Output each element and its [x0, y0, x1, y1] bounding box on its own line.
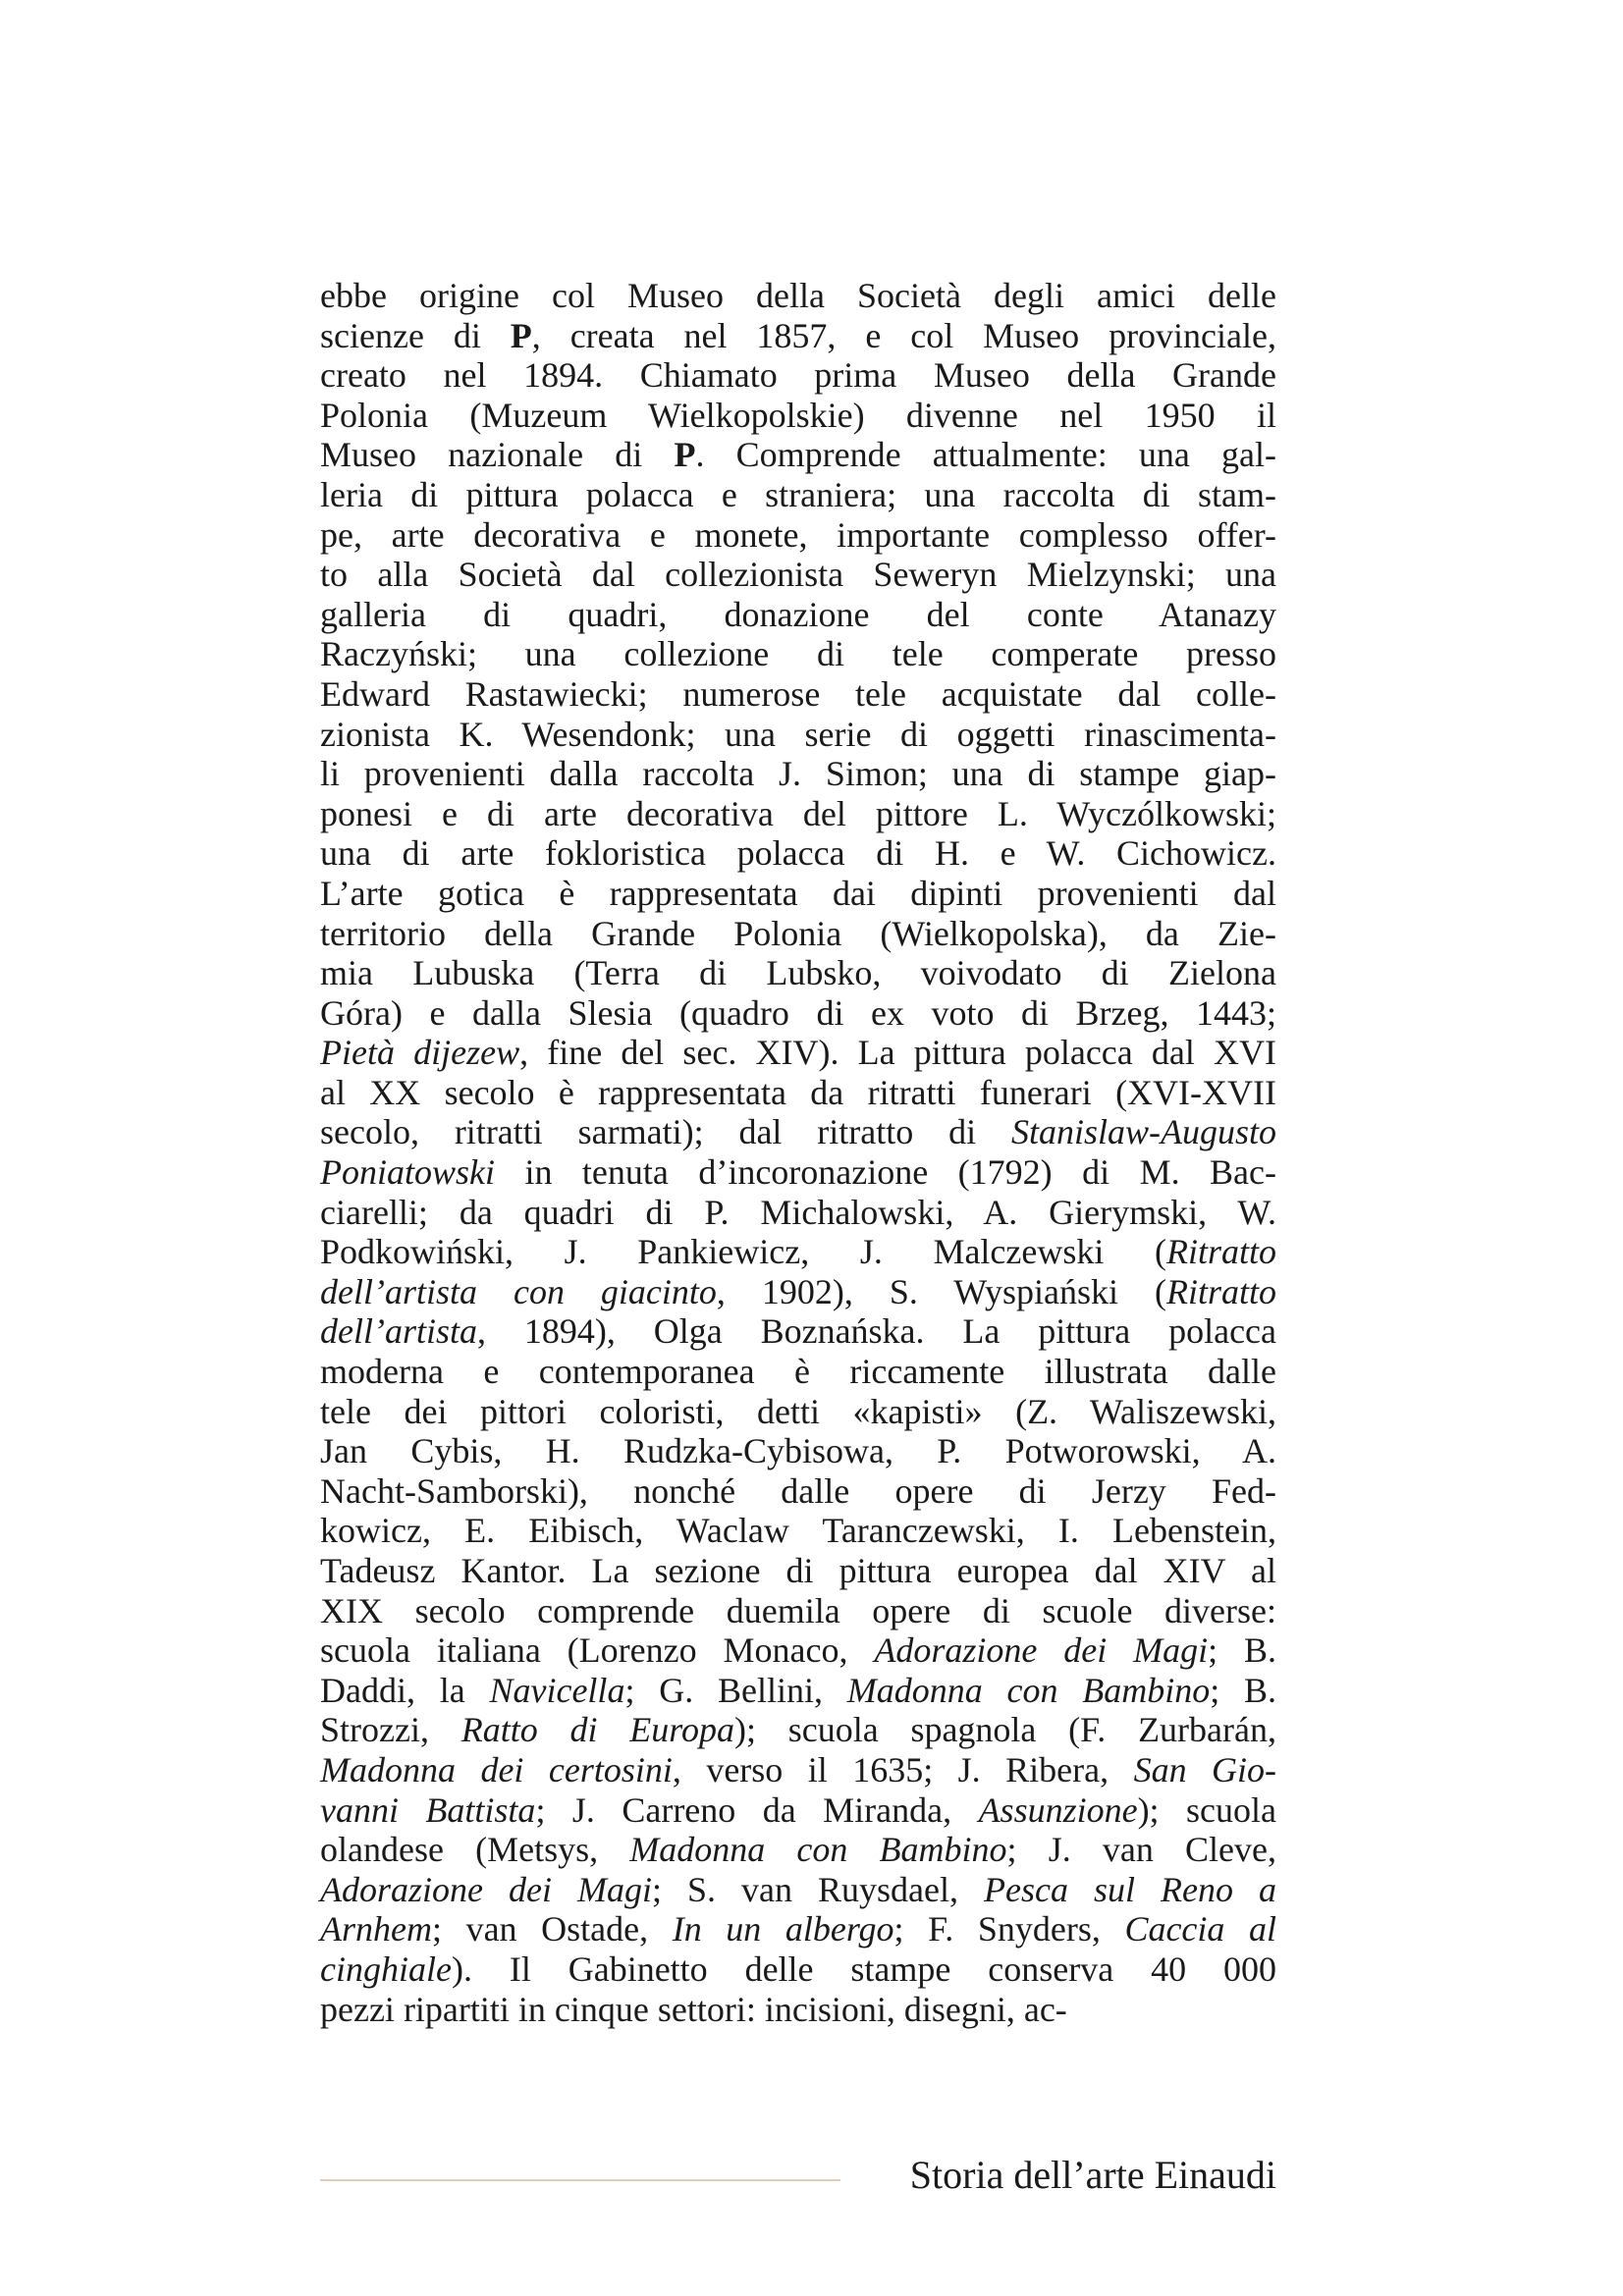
- text-line: [320, 1431, 1276, 1471]
- text-run: ; S. van Ruysdael,: [652, 1869, 985, 1909]
- text-line: [320, 515, 1276, 556]
- text-run: zionista K. Wesendonk; una serie di oggetti rinascimenta-: [320, 714, 1276, 754]
- text-line: [320, 396, 1276, 436]
- text-run: L’arte gotica è rappresentata dai dipinti provenienti dal: [320, 873, 1276, 913]
- text-run: Jan Cybis, H. Rudzka-Cybisowa, P. Potworowski, A.: [320, 1431, 1276, 1471]
- text-run: ciarelli; da quadri di P. Michalowski, A. Gierymski, W.: [320, 1192, 1276, 1232]
- text-line: [320, 1870, 1276, 1910]
- italic-title: dell’artista: [320, 1311, 477, 1352]
- text-run: pe, arte decorativa e monete, importante complesso offer-: [320, 514, 1276, 555]
- text-line: [320, 914, 1276, 954]
- text-run: Daddi, la: [320, 1670, 490, 1710]
- text-line: [320, 1710, 1276, 1750]
- bold-abbrev: P: [674, 435, 696, 475]
- text-run: ); scuola spagnola (F. Zurbarán,: [733, 1710, 1276, 1750]
- text-line: [320, 1790, 1276, 1831]
- text-line: [320, 276, 1276, 316]
- text-line: [320, 1551, 1276, 1591]
- text-line: [320, 1949, 1276, 1990]
- text-run: creato nel 1894. Chiamato prima Museo della Grande: [320, 355, 1276, 396]
- text-line: [320, 1232, 1276, 1272]
- italic-title: Stanislaw-Augusto: [1010, 1112, 1276, 1152]
- text-line: [320, 1152, 1276, 1193]
- text-run: ; G. Bellini,: [624, 1670, 847, 1710]
- text-line: [320, 1830, 1276, 1870]
- text-run: scienze di: [320, 315, 511, 355]
- text-run: al XX secolo è rappresentata da ritratti funerari (XVI-XVII: [320, 1072, 1276, 1112]
- text-line: [320, 475, 1276, 515]
- text-run: Góra) e dalla Slesia (quadro di ex voto di Brzeg, 1443;: [320, 992, 1276, 1033]
- text-line: [320, 1033, 1276, 1073]
- text-run: , creata nel 1857, e col Museo provinciale,: [531, 315, 1276, 355]
- text-run: , 1894), Olga Boznańska. La pittura polacca: [477, 1311, 1276, 1352]
- italic-title: In un albergo: [672, 1909, 894, 1949]
- text-line: [320, 1591, 1276, 1631]
- body-text: [320, 276, 1276, 2029]
- text-line: [320, 953, 1276, 993]
- text-run: olandese (Metsys,: [320, 1830, 630, 1870]
- text-run: XIX secolo comprende duemila opere di scuole diverse:: [320, 1590, 1276, 1630]
- text-run: ; van Ostade,: [431, 1909, 673, 1949]
- italic-title: Assunzione: [978, 1789, 1138, 1830]
- text-run: galleria di quadri, donazione del conte Atanazy: [320, 594, 1276, 634]
- text-line: [320, 1193, 1276, 1233]
- text-run: una di arte fokloristica polacca di H. e W. Cichowicz.: [320, 833, 1276, 874]
- text-run: , 1902), S. Wyspiański (: [716, 1271, 1166, 1311]
- text-line: [320, 1990, 1276, 2030]
- text-run: ; F. Snyders,: [893, 1909, 1125, 1949]
- italic-title: Caccia al: [1124, 1909, 1276, 1949]
- text-line: [320, 435, 1276, 475]
- text-line: [320, 1630, 1276, 1671]
- italic-title: Arnhem: [320, 1909, 432, 1949]
- text-run: Tadeusz Kantor. La sezione di pittura europea dal XIV al: [320, 1551, 1276, 1590]
- text-line: [320, 1112, 1276, 1152]
- text-run: to alla Società dal collezionista Seweryn Mielzynski; una: [320, 555, 1276, 595]
- text-run: territorio della Grande Polonia (Wielkopolska), da Zie-: [320, 913, 1276, 953]
- text-run: Polonia (Muzeum Wielkopolskie) divenne nel 1950 il: [320, 395, 1276, 435]
- text-run: moderna e contemporanea è riccamente illustrata dalle: [320, 1352, 1276, 1392]
- text-run: ); scuola: [1137, 1789, 1276, 1830]
- text-line: [320, 1311, 1276, 1352]
- italic-title: Madonna dei certosini: [320, 1749, 673, 1789]
- text-line: [320, 754, 1276, 794]
- text-line: [320, 993, 1276, 1034]
- italic-title: Madonna con Bambino: [629, 1830, 1007, 1870]
- text-run: tele dei pittori coloristi, detti «kapisti» (Z. Waliszewski,: [320, 1391, 1276, 1431]
- text-line: [320, 1352, 1276, 1392]
- italic-title: Adorazione dei Magi: [874, 1630, 1209, 1671]
- text-line: [320, 874, 1276, 914]
- text-line: [320, 1671, 1276, 1711]
- text-line: [320, 595, 1276, 635]
- text-run: Edward Rastawiecki; numerose tele acquistate dal colle-: [320, 673, 1276, 714]
- italic-title: Ritratto: [1165, 1232, 1276, 1272]
- text-run: ). Il Gabinetto delle stampe conserva 40 000: [451, 1949, 1276, 1989]
- italic-title: Adorazione dei Magi: [320, 1869, 652, 1909]
- italic-title: Poniatowski: [320, 1152, 495, 1193]
- text-run: in tenuta d’incoronazione (1792) di M. Bac-: [495, 1152, 1276, 1193]
- text-run: Museo nazionale di: [320, 435, 675, 475]
- text-run: , verso il 1635; J. Ribera,: [672, 1749, 1134, 1789]
- text-run: Strozzi,: [320, 1710, 461, 1750]
- bold-abbrev: P: [510, 315, 532, 355]
- text-run: ; B.: [1208, 1630, 1276, 1671]
- text-line: [320, 674, 1276, 715]
- italic-title: Pietà dijezew: [320, 1033, 520, 1073]
- text-run: ; J. van Cleve,: [1006, 1830, 1276, 1870]
- text-run: li provenienti dalla raccolta J. Simon; una di stampe giap-: [320, 754, 1276, 794]
- text-run: Raczyński; una collezione di tele comperate presso: [320, 634, 1276, 674]
- text-run: Nacht-Samborski), nonché dalle opere di Jerzy Fed-: [320, 1470, 1276, 1511]
- italic-title: dell’artista con giacinto: [320, 1271, 717, 1311]
- text-run: secolo, ritratti sarmati); dal ritratto di: [320, 1112, 1011, 1152]
- text-line: [320, 634, 1276, 674]
- text-run: kowicz, E. Eibisch, Waclaw Taranczewski, I. Lebenstein,: [320, 1511, 1276, 1551]
- text-line: [320, 1392, 1276, 1432]
- text-line: [320, 1511, 1276, 1551]
- text-run: leria di pittura polacca e straniera; una raccolta di stam-: [320, 474, 1276, 514]
- italic-title: Pesca sul Reno a: [984, 1869, 1277, 1909]
- text-run: , fine del sec. XIV). La pittura polacca dal XVI: [519, 1033, 1276, 1073]
- text-run: pezzi ripartiti in cinque settori: incisioni, disegni, ac-: [320, 1989, 1067, 2029]
- footer-rule: [320, 2179, 840, 2181]
- text-run: ; B.: [1210, 1670, 1276, 1710]
- italic-title: San Gio-: [1133, 1749, 1277, 1789]
- text-run: . Comprende attualmente: una gal-: [695, 435, 1276, 475]
- text-line: [320, 1073, 1276, 1113]
- italic-title: Madonna con Bambino: [846, 1670, 1211, 1710]
- italic-title: Navicella: [489, 1670, 625, 1710]
- italic-title: cinghiale: [320, 1949, 452, 1989]
- text-run: ebbe origine col Museo della Società degli amici delle: [320, 276, 1276, 315]
- text-line: [320, 715, 1276, 755]
- text-run: ponesi e di arte decorativa del pittore L. Wyczólkowski;: [320, 793, 1276, 833]
- text-run: ; J. Carreno da Miranda,: [535, 1789, 979, 1830]
- italic-title: Ritratto: [1165, 1271, 1276, 1311]
- text-line: [320, 833, 1276, 874]
- text-line: [320, 1909, 1276, 1949]
- text-run: Podkowiński, J. Pankiewicz, J. Malczewski (: [320, 1232, 1166, 1272]
- text-line: [320, 1272, 1276, 1312]
- italic-title: vanni Battista: [320, 1789, 536, 1830]
- text-line: [320, 1750, 1276, 1790]
- text-run: mia Lubuska (Terra di Lubsko, voivodato di Zielona: [320, 953, 1276, 993]
- text-line: [320, 1471, 1276, 1512]
- text-line: [320, 555, 1276, 595]
- italic-title: Ratto di Europa: [460, 1710, 734, 1750]
- footer-title: Storia dell’arte Einaudi: [909, 2153, 1276, 2197]
- text-line: [320, 794, 1276, 834]
- text-run: scuola italiana (Lorenzo Monaco,: [320, 1630, 875, 1671]
- text-line: [320, 316, 1276, 356]
- text-line: [320, 355, 1276, 396]
